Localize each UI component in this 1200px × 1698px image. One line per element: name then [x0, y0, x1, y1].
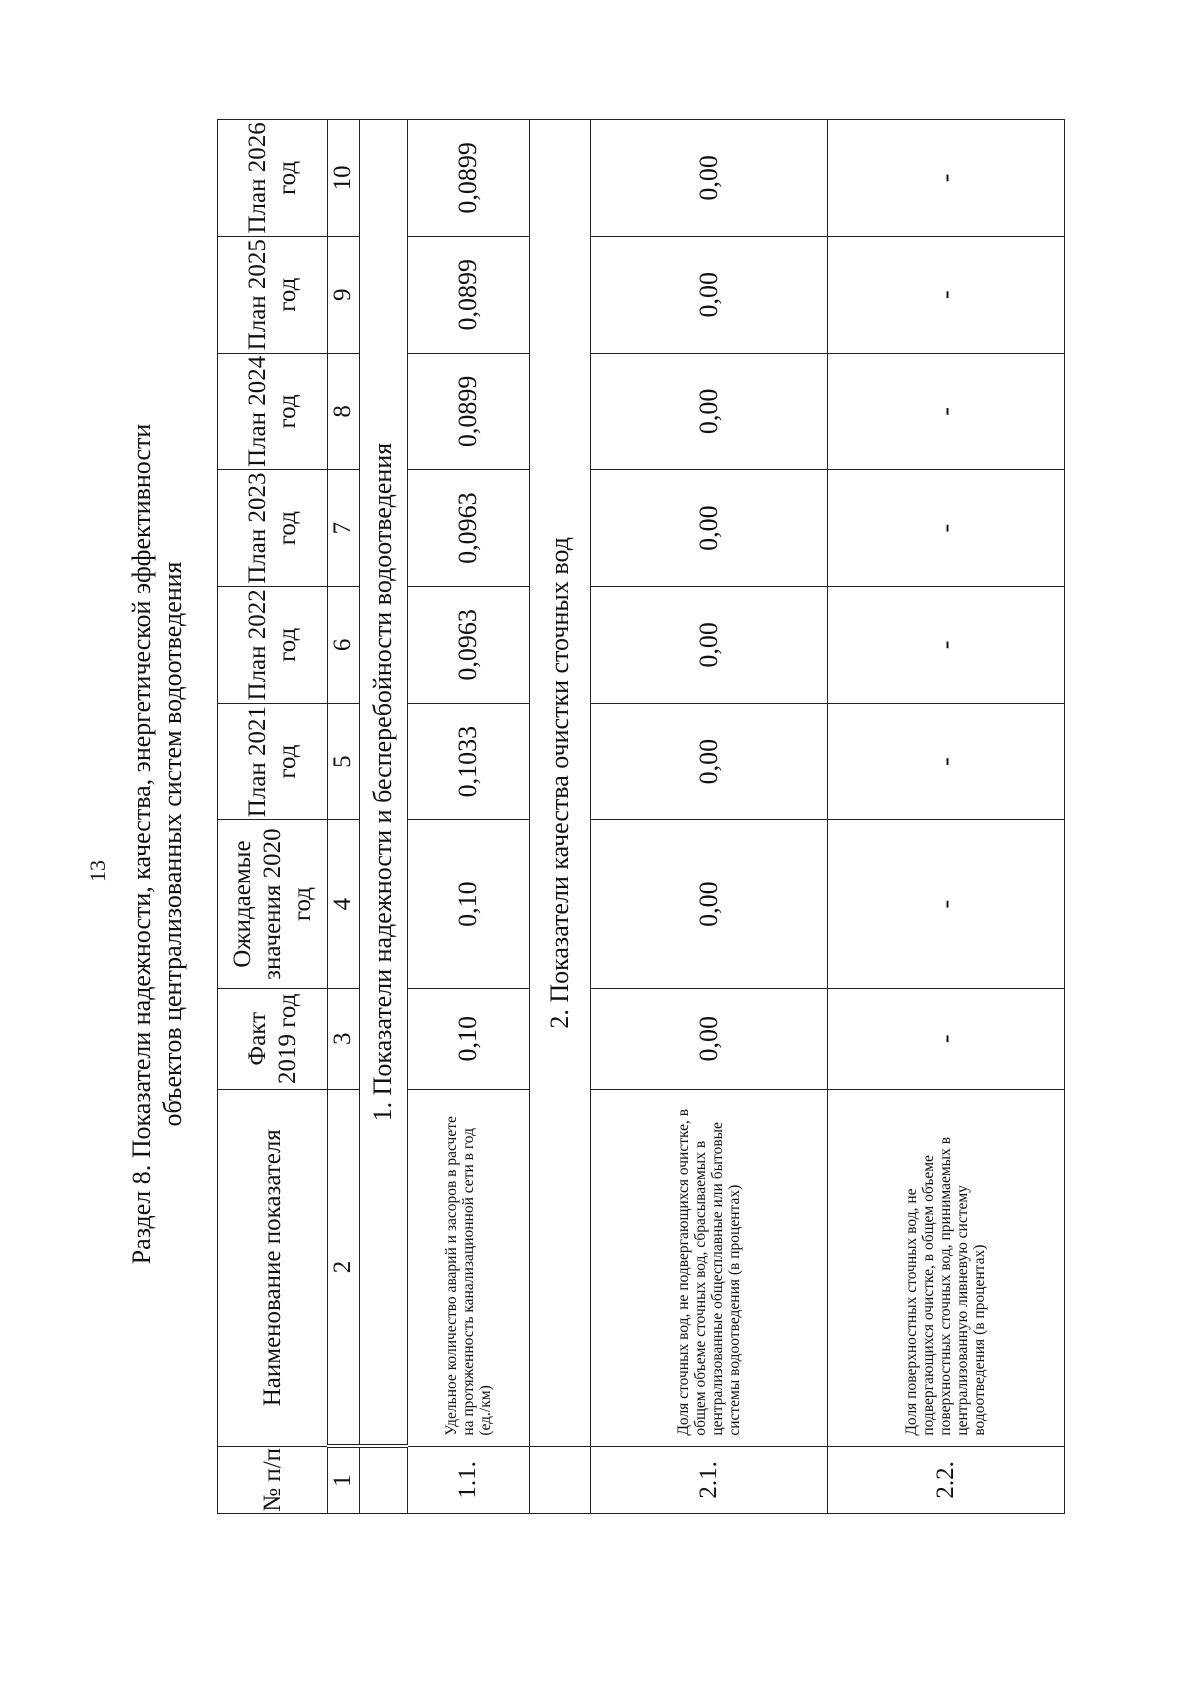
value-plan-2022: 0,00	[590, 586, 827, 703]
value-expected-2020: 0,00	[590, 820, 827, 988]
column-numbers-row	[328, 120, 359, 1514]
header-plan-2023: План 2023 год	[218, 470, 328, 587]
table-row	[407, 120, 529, 1514]
page-number: 13	[85, 860, 110, 882]
header-expected-2020: Ожидаемые значения 2020 год	[218, 820, 328, 988]
value-plan-2021: 0,1033	[407, 703, 529, 820]
header-plan-2025: План 2025 год	[218, 236, 328, 353]
value-plan-2023: 0,0963	[407, 470, 529, 587]
header-row	[218, 120, 328, 1514]
value-fact-2019: -	[827, 988, 1064, 1089]
section-1-title: 1. Показатели надежности и бесперебойности водоотведения	[359, 120, 407, 1447]
row-number: 2.2.	[827, 1446, 1064, 1513]
column-number: 5	[328, 703, 359, 820]
column-number: 4	[328, 820, 359, 988]
indicator-name: Доля поверхностных сточных вод, не подвергающихся очистке, в общем объеме поверхностных сточных вод, принимаемых в централизованную ливневую систему водоотведения (в процентах)	[827, 1089, 1064, 1446]
value-plan-2022: 0,0963	[407, 586, 529, 703]
column-number: 1	[328, 1446, 359, 1513]
header-plan-2026: План 2026 год	[218, 120, 328, 237]
header-num: № п/п	[218, 1446, 328, 1513]
value-plan-2022: -	[827, 586, 1064, 703]
column-number: 3	[328, 988, 359, 1089]
table-row	[827, 120, 1064, 1514]
heading-line-1: Раздел 8. Показатели надежности, качества, энергетической эффективности	[127, 423, 156, 1265]
column-number: 9	[328, 236, 359, 353]
value-plan-2025: 0,00	[590, 236, 827, 353]
value-plan-2023: -	[827, 470, 1064, 587]
header-plan-2024: План 2024 год	[218, 353, 328, 470]
value-plan-2026: -	[827, 120, 1064, 237]
value-plan-2026: 0,0899	[407, 120, 529, 237]
header-name: Наименование показателя	[218, 1089, 328, 1446]
header-plan-2022: План 2022 год	[218, 586, 328, 703]
value-fact-2019: 0,00	[590, 988, 827, 1089]
indicator-name: Доля сточных вод, не подвергающихся очистке, в общем объеме сточных вод, сбрасываемых в централизованные общесплавные или бытовые системы водоотведения (в процентах)	[590, 1089, 827, 1446]
value-plan-2024: 0,00	[590, 353, 827, 470]
row-number: 2.1.	[590, 1446, 827, 1513]
value-plan-2021: -	[827, 703, 1064, 820]
column-number: 7	[328, 470, 359, 587]
value-plan-2024: -	[827, 353, 1064, 470]
value-fact-2019: 0,10	[407, 988, 529, 1089]
table-row	[590, 120, 827, 1514]
value-plan-2025: -	[827, 236, 1064, 353]
value-plan-2024: 0,0899	[407, 353, 529, 470]
column-number: 8	[328, 353, 359, 470]
indicator-name: Удельное количество аварий и засоров в расчете на протяженность канализационной сети в год (ед./км)	[407, 1089, 529, 1446]
value-plan-2026: 0,00	[590, 120, 827, 237]
value-plan-2021: 0,00	[590, 703, 827, 820]
heading-line-2: объектов централизованных систем водоотведения	[158, 561, 187, 1127]
value-plan-2025: 0,0899	[407, 236, 529, 353]
section-heading	[126, 170, 188, 1518]
header-fact-2019: Факт 2019 год	[218, 988, 328, 1089]
header-plan-2021: План 2021 год	[218, 703, 328, 820]
value-expected-2020: 0,10	[407, 820, 529, 988]
section-2-row	[529, 120, 590, 1514]
indicators-table	[217, 119, 1065, 1514]
column-number: 2	[328, 1089, 359, 1446]
column-number: 6	[328, 586, 359, 703]
value-expected-2020: -	[827, 820, 1064, 988]
value-plan-2023: 0,00	[590, 470, 827, 587]
section-1-row	[359, 120, 407, 1514]
section-2-title: 2. Показатели качества очистки сточных вод	[529, 120, 590, 1447]
column-number: 10	[328, 120, 359, 237]
row-number: 1.1.	[407, 1446, 529, 1513]
